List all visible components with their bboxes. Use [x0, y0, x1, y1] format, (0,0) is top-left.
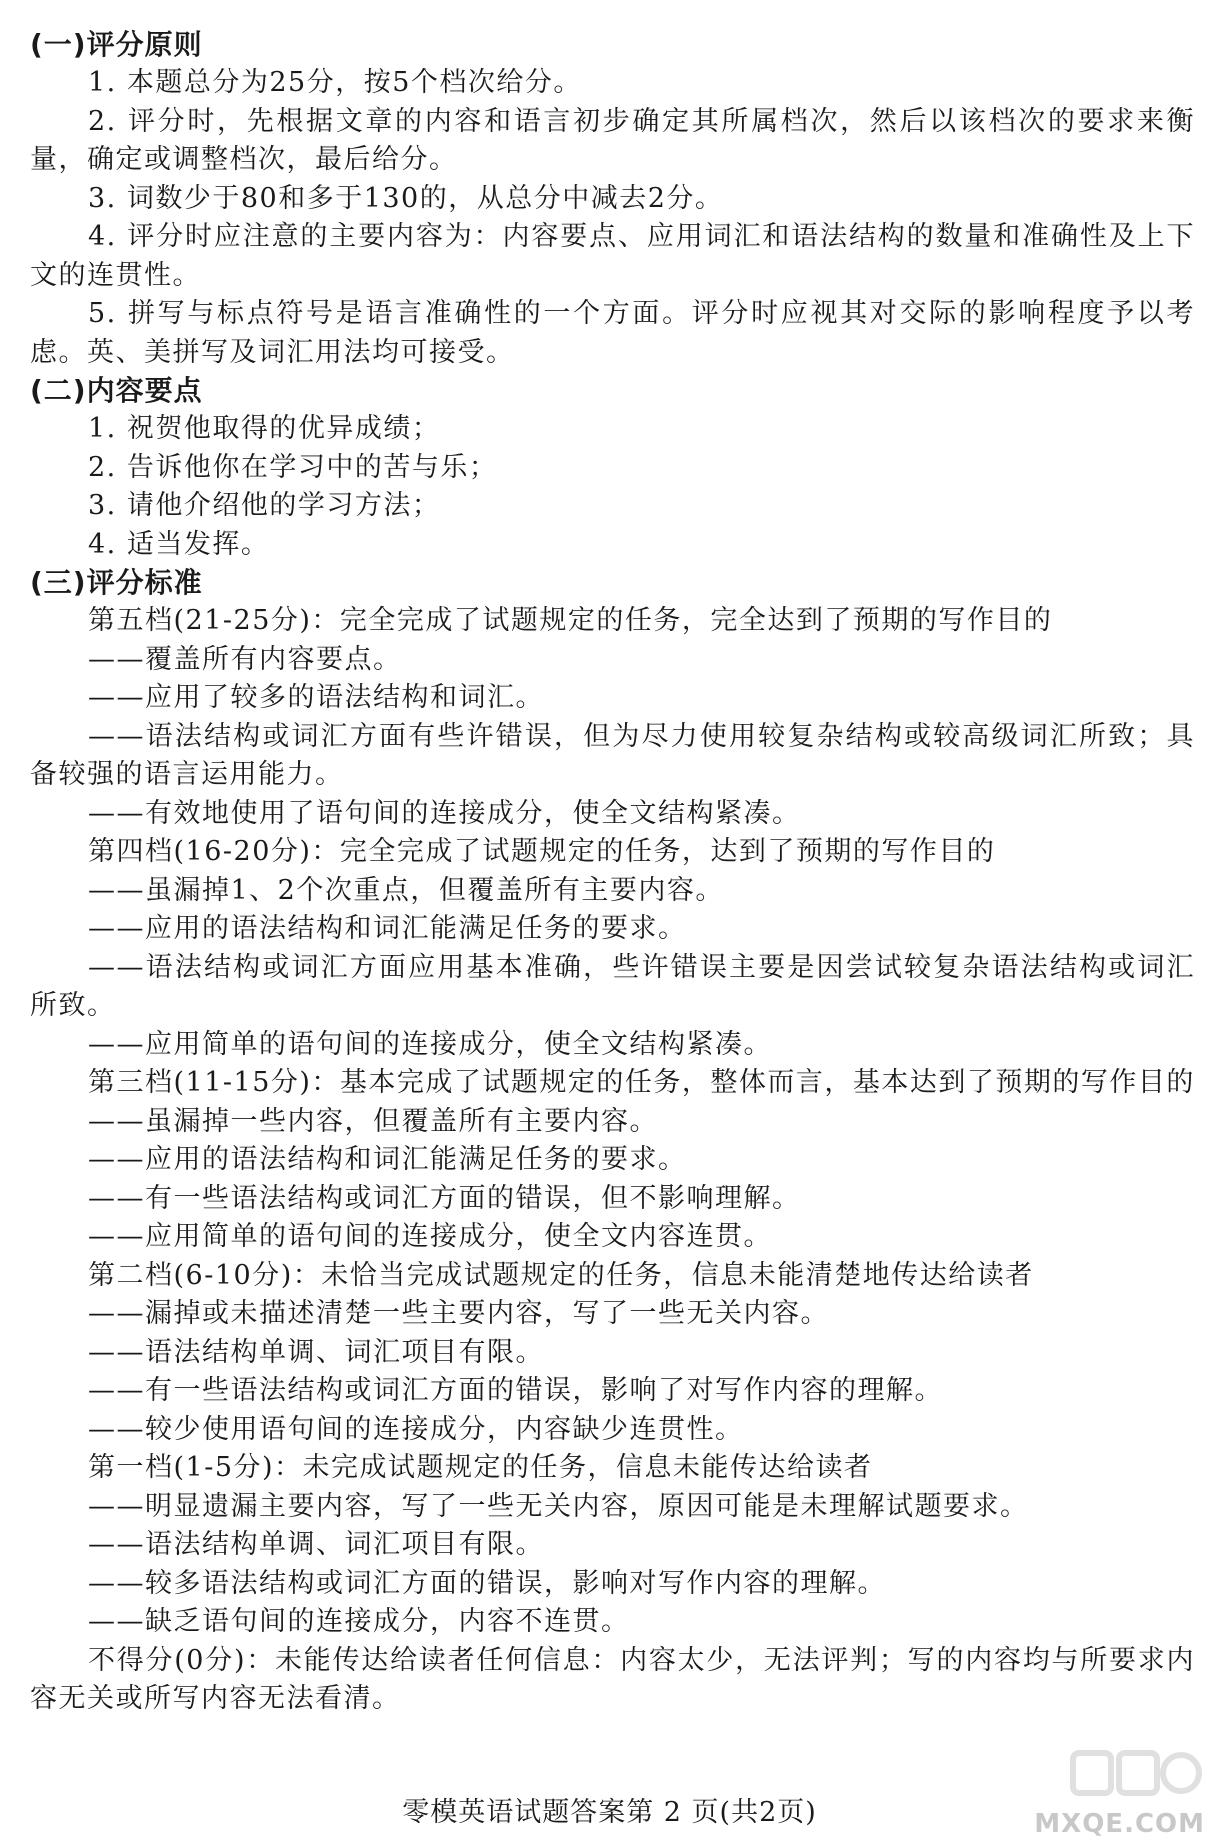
criteria-item: ——虽漏掉1、2个次重点，但覆盖所有主要内容。 — [88, 874, 724, 906]
section-title: (二)内容要点 — [30, 374, 203, 407]
paragraph: 3. 请他介绍他的学习方法； — [88, 490, 441, 521]
criteria-item: ——缺乏语句间的连接成分，内容不连贯。 — [88, 1606, 630, 1637]
criteria-item: ——有一些语法结构或词汇方面的错误，影响了对写作内容的理解。 — [88, 1375, 943, 1406]
grade-heading: 第二档(6-10分)：未恰当完成试题规定的任务，信息未能清楚地传达给读者 — [88, 1259, 1034, 1291]
paragraph: 4. 适当发挥。 — [88, 528, 270, 560]
criteria-item: ——语法结构或词汇方面有些许错误，但为尽力使用较复杂结构或较高级词汇所致；具备较强的语言运用能力。 — [30, 720, 1195, 790]
section-scoring-criteria — [30, 564, 1195, 1719]
watermark-url: MXQE.COM — [1034, 1809, 1205, 1839]
paragraph: 3. 词数少于80和多于130的，从总分中减去2分。 — [88, 182, 724, 214]
criteria-item: ——语法结构单调、词汇项目有限。 — [88, 1336, 544, 1368]
grade-heading: 第四档(16-20分)：完全完成了试题规定的任务，达到了预期的写作目的 — [88, 836, 996, 867]
criteria-item: ——语法结构或词汇方面应用基本准确，些许错误主要是因尝试较复杂语法结构或词汇所致。 — [30, 951, 1195, 1021]
page-footer: 零模英语试题答案第 2 页(共2页) — [402, 1797, 817, 1828]
criteria-item: ——语法结构单调、词汇项目有限。 — [88, 1529, 544, 1560]
criteria-item: ——虽漏掉一些内容，但覆盖所有主要内容。 — [88, 1105, 658, 1137]
paragraph: 4. 评分时应注意的主要内容为：内容要点、应用词汇和语法结构的数量和准确性及上下文的连贯性。 — [30, 221, 1195, 291]
paragraph: 5. 拼写与标点符号是语言准确性的一个方面。评分时应视其对交际的影响程度予以考虑。英、美拼写及词汇用法均可接受。 — [30, 298, 1195, 368]
grade-heading: 第三档(11-15分)：基本完成了试题规定的任务，整体而言，基本达到了预期的写作目的 — [88, 1067, 1195, 1098]
answer-page — [30, 26, 1195, 1719]
section-title: (一)评分原则 — [30, 28, 203, 61]
criteria-item: ——应用的语法结构和词汇能满足任务的要求。 — [88, 913, 687, 944]
paragraph: 1. 本题总分为25分，按5个档次给分。 — [88, 67, 582, 98]
zero-score-note: 不得分(0分)：未能传达给读者任何信息：内容太少，无法评判；写的内容均与所要求内容无关或所写内容无法看清。 — [30, 1644, 1195, 1714]
criteria-item: ——应用了较多的语法结构和词汇。 — [88, 682, 544, 713]
paragraph: 2. 评分时，先根据文章的内容和语言初步确定其所属档次，然后以该档次的要求来衡量，确定或调整档次，最后给分。 — [30, 105, 1195, 175]
grade-heading: 第五档(21-25分)：完全完成了试题规定的任务，完全达到了预期的写作目的 — [88, 605, 1053, 636]
criteria-item: ——漏掉或未描述清楚一些主要内容，写了一些无关内容。 — [88, 1298, 829, 1329]
criteria-item: ——应用的语法结构和词汇能满足任务的要求。 — [88, 1144, 687, 1175]
section-scoring-principles — [30, 26, 1195, 372]
criteria-item: ——较多语法结构或词汇方面的错误，影响对写作内容的理解。 — [88, 1567, 886, 1599]
criteria-item: ——较少使用语句间的连接成分，内容缺少连贯性。 — [88, 1413, 744, 1445]
criteria-item: ——应用简单的语句间的连接成分，使全文内容连贯。 — [88, 1221, 772, 1252]
section-content-points — [30, 372, 1195, 564]
grade-heading: 第一档(1-5分)：未完成试题规定的任务，信息未能传达给读者 — [88, 1452, 873, 1483]
criteria-item: ——覆盖所有内容要点。 — [88, 643, 402, 675]
section-title: (三)评分标准 — [30, 566, 203, 599]
criteria-item: ——有效地使用了语句间的连接成分，使全文结构紧凑。 — [88, 797, 801, 829]
criteria-item: ——有一些语法结构或词汇方面的错误，但不影响理解。 — [88, 1182, 801, 1214]
paragraph: 2. 告诉他你在学习中的苦与乐； — [88, 451, 498, 483]
criteria-item: ——应用简单的语句间的连接成分，使全文结构紧凑。 — [88, 1028, 772, 1060]
paragraph: 1. 祝贺他取得的优异成绩； — [88, 413, 441, 444]
criteria-item: ——明显遗漏主要内容，写了一些无关内容，原因可能是未理解试题要求。 — [88, 1490, 1029, 1522]
